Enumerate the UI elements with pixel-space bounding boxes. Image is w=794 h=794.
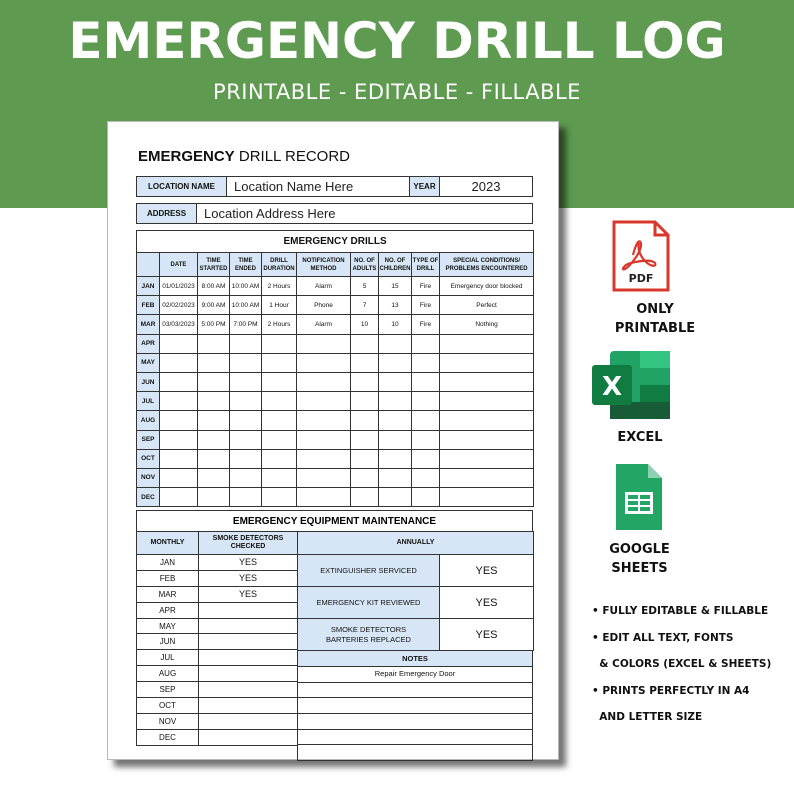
drill-cell[interactable] — [351, 372, 379, 391]
drills-col-header: DATE — [160, 253, 198, 277]
drill-cell[interactable] — [230, 353, 262, 372]
drill-cell[interactable] — [412, 353, 440, 372]
feature-bullet: • EDIT ALL TEXT, FONTS — [592, 631, 734, 644]
notes-line[interactable] — [298, 698, 533, 714]
drill-cell[interactable] — [379, 372, 412, 391]
drill-cell[interactable] — [160, 449, 198, 468]
month-label: OCT — [137, 449, 160, 468]
drill-cell[interactable]: 7:00 PM — [230, 315, 262, 334]
drill-cell[interactable] — [198, 449, 230, 468]
drill-cell[interactable] — [160, 430, 198, 449]
notes-line[interactable] — [298, 682, 533, 698]
drill-cell[interactable] — [160, 411, 198, 430]
drill-cell[interactable] — [160, 372, 198, 391]
smoke-detectors-header: SMOKE DETECTORS CHECKED — [199, 532, 298, 555]
monthly-row — [137, 666, 298, 682]
drill-cell[interactable] — [351, 392, 379, 411]
drill-cell[interactable] — [412, 449, 440, 468]
annual-status-cell[interactable]: YES — [440, 555, 534, 587]
drill-cell[interactable] — [379, 411, 412, 430]
drill-cell[interactable] — [440, 372, 534, 391]
annually-header: ANNUALLY — [298, 532, 534, 555]
drill-row — [137, 488, 534, 507]
smoke-check-cell[interactable] — [199, 698, 298, 714]
month-label: APR — [137, 334, 160, 353]
drill-cell[interactable] — [230, 430, 262, 449]
drills-col-header: NO. OF CHILDREN — [379, 253, 412, 277]
location-row — [136, 176, 533, 197]
monthly-row — [137, 682, 298, 698]
drill-cell[interactable]: Alarm — [297, 277, 351, 296]
annual-task-label: SMOKE DETECTORS BARTERIES REPLACED — [298, 619, 440, 651]
smoke-check-cell[interactable] — [199, 729, 298, 745]
annual-row — [298, 555, 534, 587]
drill-cell[interactable]: 2 Hours — [262, 277, 297, 296]
annual-task-label: EXTINGUISHER SERVICED — [298, 555, 440, 587]
feature-bullet: AND LETTER SIZE — [592, 711, 703, 723]
annual-task-label: EMERGENCY KIT REVIEWED — [298, 587, 440, 619]
drill-cell[interactable] — [230, 392, 262, 411]
annual-row — [298, 619, 534, 651]
month-label: MAR — [137, 315, 160, 334]
month-label: FEB — [137, 296, 160, 315]
drill-cell[interactable] — [297, 353, 351, 372]
drill-cell[interactable] — [198, 334, 230, 353]
drill-cell[interactable] — [440, 430, 534, 449]
drill-cell[interactable] — [379, 430, 412, 449]
drill-cell[interactable] — [198, 372, 230, 391]
pdf-caption: ONLY PRINTABLE — [614, 302, 696, 336]
google-sheets-icon — [614, 462, 664, 532]
drill-cell[interactable] — [262, 449, 297, 468]
year-label: YEAR — [410, 177, 440, 196]
drill-cell[interactable] — [297, 449, 351, 468]
month-label: AUG — [137, 666, 199, 682]
drill-cell[interactable] — [160, 353, 198, 372]
monthly-row — [137, 570, 298, 586]
month-label: SEP — [137, 430, 160, 449]
drill-cell[interactable] — [440, 449, 534, 468]
drill-cell[interactable] — [351, 411, 379, 430]
drill-cell[interactable]: Perfect — [440, 296, 534, 315]
drill-cell[interactable]: Emergency door blocked — [440, 277, 534, 296]
drill-cell[interactable]: 13 — [379, 296, 412, 315]
drill-cell[interactable] — [160, 334, 198, 353]
monthly-row — [137, 586, 298, 602]
drills-table — [136, 230, 534, 507]
month-label: MAR — [137, 586, 199, 602]
annual-row — [298, 587, 534, 619]
drill-cell[interactable] — [230, 411, 262, 430]
address-label: ADDRESS — [137, 204, 197, 223]
drill-row — [137, 353, 534, 372]
drill-cell[interactable] — [262, 488, 297, 507]
month-label: JUN — [137, 634, 199, 650]
smoke-check-cell[interactable] — [199, 713, 298, 729]
monthly-row — [137, 555, 298, 571]
drill-cell[interactable] — [412, 430, 440, 449]
notes-header: NOTES — [298, 651, 533, 667]
drill-cell[interactable] — [262, 372, 297, 391]
month-label: DEC — [137, 488, 160, 507]
smoke-check-cell[interactable] — [199, 666, 298, 682]
drill-row — [137, 411, 534, 430]
drill-cell[interactable] — [230, 372, 262, 391]
drill-cell[interactable] — [198, 392, 230, 411]
drills-col-header — [137, 253, 160, 277]
drill-cell[interactable] — [262, 411, 297, 430]
drill-row — [137, 334, 534, 353]
month-label: SEP — [137, 682, 199, 698]
drill-cell[interactable] — [262, 392, 297, 411]
drills-col-header: SPECIAL CONDITIONS/ PROBLEMS ENCOUNTERED — [440, 253, 534, 277]
drill-row — [137, 277, 534, 296]
drill-row — [137, 430, 534, 449]
drills-col-header: TIME ENDED — [230, 253, 262, 277]
drill-cell[interactable]: 03/03/2023 — [160, 315, 198, 334]
drill-cell[interactable]: Fire — [412, 315, 440, 334]
month-label: OCT — [137, 698, 199, 714]
banner-subtitle: PRINTABLE - EDITABLE - FILLABLE — [213, 80, 581, 104]
drills-col-header: NO. OF ADULTS — [351, 253, 379, 277]
banner-title: EMERGENCY DRILL LOG — [68, 12, 726, 70]
monthly-row — [137, 618, 298, 634]
annual-status-cell[interactable]: YES — [440, 587, 534, 619]
drills-col-header: TIME STARTED — [198, 253, 230, 277]
drills-col-header: TYPE OF DRILL — [412, 253, 440, 277]
drill-cell[interactable] — [160, 488, 198, 507]
drill-row — [137, 392, 534, 411]
drill-cell[interactable] — [160, 468, 198, 487]
drill-cell[interactable] — [297, 411, 351, 430]
drill-cell[interactable]: 10 — [379, 315, 412, 334]
svg-text:X: X — [601, 372, 623, 402]
drill-cell[interactable] — [379, 353, 412, 372]
notes-line[interactable]: Repair Emergency Door — [298, 667, 533, 683]
drill-row — [137, 315, 534, 334]
drill-cell[interactable] — [262, 334, 297, 353]
smoke-check-cell[interactable]: YES — [199, 555, 298, 571]
drill-cell[interactable]: 02/02/2023 — [160, 296, 198, 315]
drill-cell[interactable] — [297, 372, 351, 391]
sheets-caption: GOOGLE SHEETS — [609, 542, 670, 576]
location-value[interactable]: Location Name Here — [227, 177, 410, 196]
drill-row — [137, 296, 534, 315]
smoke-check-cell[interactable]: YES — [199, 586, 298, 602]
document-title-bold: EMERGENCY — [138, 148, 235, 165]
monthly-row — [137, 602, 298, 618]
drill-cell[interactable] — [198, 430, 230, 449]
monthly-table — [136, 531, 298, 746]
drill-cell[interactable]: 10:00 AM — [230, 296, 262, 315]
smoke-check-cell[interactable] — [199, 650, 298, 666]
drill-cell[interactable] — [297, 488, 351, 507]
drill-cell[interactable] — [262, 353, 297, 372]
address-row — [136, 203, 533, 224]
drill-cell[interactable] — [412, 468, 440, 487]
drills-col-header: DRILL DURATION — [262, 253, 297, 277]
month-label: MAY — [137, 353, 160, 372]
drills-col-header: NOTIFICATION METHOD — [297, 253, 351, 277]
drill-cell[interactable]: 15 — [379, 277, 412, 296]
annual-table — [297, 531, 534, 651]
drill-cell[interactable]: Fire — [412, 277, 440, 296]
drill-cell[interactable] — [198, 353, 230, 372]
year-value[interactable]: 2023 — [471, 179, 501, 194]
month-label: APR — [137, 602, 199, 618]
drill-cell[interactable] — [230, 468, 262, 487]
drill-cell[interactable]: 10:00 AM — [230, 277, 262, 296]
drill-cell[interactable]: Phone — [297, 296, 351, 315]
drill-cell[interactable] — [297, 334, 351, 353]
drill-cell[interactable] — [379, 488, 412, 507]
drill-cell[interactable] — [230, 488, 262, 507]
drill-cell[interactable]: Fire — [412, 296, 440, 315]
drill-cell[interactable] — [297, 430, 351, 449]
excel-icon — [590, 349, 672, 421]
drill-cell[interactable] — [440, 334, 534, 353]
address-value[interactable]: Location Address Here — [204, 206, 336, 221]
month-label: JAN — [137, 277, 160, 296]
document-page — [107, 121, 559, 760]
month-label: NOV — [137, 468, 160, 487]
feature-bullet: & COLORS (EXCEL & SHEETS) — [592, 658, 772, 670]
drill-cell[interactable] — [379, 392, 412, 411]
smoke-check-cell[interactable] — [199, 618, 298, 634]
drill-cell[interactable] — [351, 430, 379, 449]
drill-cell[interactable] — [440, 488, 534, 507]
document-title-rest: DRILL RECORD — [234, 148, 350, 165]
drill-cell[interactable] — [412, 392, 440, 411]
drill-cell[interactable] — [440, 392, 534, 411]
pdf-file-icon — [611, 219, 671, 293]
drill-cell[interactable] — [230, 334, 262, 353]
drill-cell[interactable]: 9:00 AM — [198, 296, 230, 315]
drill-cell[interactable] — [440, 468, 534, 487]
equipment-section-title: EMERGENCY EQUIPMENT MAINTENANCE — [136, 510, 533, 531]
drill-cell[interactable] — [412, 334, 440, 353]
location-label: LOCATION NAME — [137, 177, 227, 196]
drill-cell[interactable] — [297, 392, 351, 411]
document-title — [138, 148, 350, 165]
drill-cell[interactable] — [412, 372, 440, 391]
drill-cell[interactable] — [351, 468, 379, 487]
drill-cell[interactable] — [198, 488, 230, 507]
smoke-check-cell[interactable] — [199, 634, 298, 650]
svg-text:PDF: PDF — [628, 272, 654, 285]
drill-cell[interactable] — [297, 468, 351, 487]
drill-cell[interactable] — [379, 468, 412, 487]
drill-cell[interactable] — [262, 468, 297, 487]
drill-row — [137, 372, 534, 391]
drill-cell[interactable] — [198, 468, 230, 487]
annual-status-cell[interactable]: YES — [440, 619, 534, 651]
drill-cell[interactable]: 7 — [351, 296, 379, 315]
drill-cell[interactable] — [351, 353, 379, 372]
drill-cell[interactable]: 2 Hours — [262, 315, 297, 334]
drill-cell[interactable]: Alarm — [297, 315, 351, 334]
month-label: FEB — [137, 570, 199, 586]
smoke-check-cell[interactable] — [199, 682, 298, 698]
smoke-check-cell[interactable]: YES — [199, 570, 298, 586]
month-label: DEC — [137, 729, 199, 745]
feature-bullet: • PRINTS PERFECTLY IN A4 — [592, 684, 750, 697]
drill-cell[interactable] — [160, 392, 198, 411]
monthly-row — [137, 650, 298, 666]
monthly-row — [137, 698, 298, 714]
drill-row — [137, 468, 534, 487]
notes-line[interactable] — [298, 729, 533, 745]
drill-cell[interactable] — [351, 449, 379, 468]
drill-cell[interactable] — [230, 449, 262, 468]
month-label: JUL — [137, 650, 199, 666]
notes-table — [297, 650, 533, 761]
drill-cell[interactable] — [379, 449, 412, 468]
monthly-row — [137, 713, 298, 729]
drill-cell[interactable] — [412, 411, 440, 430]
drill-cell[interactable] — [351, 334, 379, 353]
drill-cell[interactable]: 1 Hour — [262, 296, 297, 315]
month-label: NOV — [137, 713, 199, 729]
notes-line[interactable] — [298, 745, 533, 761]
drill-cell[interactable] — [440, 353, 534, 372]
month-label: JUN — [137, 372, 160, 391]
drill-cell[interactable]: 5 — [351, 277, 379, 296]
drill-cell[interactable]: Nothing — [440, 315, 534, 334]
drills-section-title: EMERGENCY DRILLS — [137, 231, 534, 253]
drill-row — [137, 449, 534, 468]
monthly-row — [137, 729, 298, 745]
drill-cell[interactable]: 8:00 AM — [198, 277, 230, 296]
excel-caption: EXCEL — [617, 430, 663, 445]
monthly-row — [137, 634, 298, 650]
drill-cell[interactable] — [412, 488, 440, 507]
feature-bullet: • FULLY EDITABLE & FILLABLE — [592, 605, 769, 617]
feature-list — [592, 603, 792, 736]
drill-cell[interactable] — [379, 334, 412, 353]
month-label: MAY — [137, 618, 199, 634]
drill-cell[interactable] — [198, 411, 230, 430]
drill-cell[interactable]: 10 — [351, 315, 379, 334]
month-label: JAN — [137, 555, 199, 571]
monthly-header: MONTHLY — [137, 532, 199, 555]
drill-cell[interactable] — [262, 430, 297, 449]
drill-cell[interactable] — [440, 411, 534, 430]
drill-cell[interactable] — [351, 488, 379, 507]
drill-cell[interactable]: 01/01/2023 — [160, 277, 198, 296]
notes-line[interactable] — [298, 714, 533, 730]
month-label: AUG — [137, 411, 160, 430]
month-label: JUL — [137, 392, 160, 411]
drill-cell[interactable]: 5:00 PM — [198, 315, 230, 334]
smoke-check-cell[interactable] — [199, 602, 298, 618]
